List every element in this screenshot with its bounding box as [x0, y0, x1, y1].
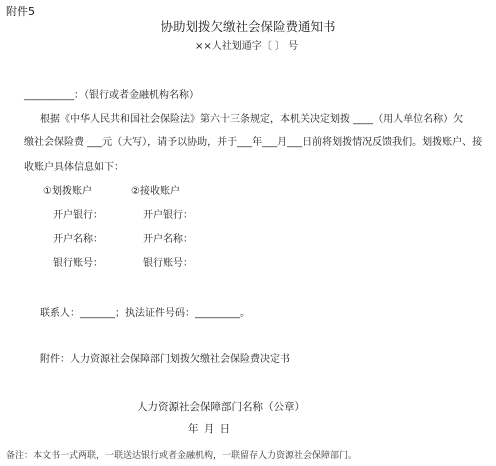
transfer-in-number-label: 银行账号：	[143, 258, 193, 269]
annex-line: 附件：人力资源社会保障部门划拨欠缴社会保险费决定书	[40, 354, 290, 365]
addressee-line: __________：（银行或者金融机构名称）	[24, 90, 199, 101]
transfer-out-name-label: 开户名称：	[53, 234, 103, 245]
footer-note: 备注：本文书一式两联，一联送达银行或者金融机构，一联留存人力资源社会保障部门。	[6, 451, 358, 461]
transfer-in-bank-label: 开户银行：	[143, 210, 193, 221]
issuing-org-seal: 人力资源社会保障部门名称（公章）	[137, 401, 305, 413]
transfer-out-bank-label: 开户银行：	[53, 210, 103, 221]
body-paragraph-line-2: 缴社会保险费 ___元（大写），请予以协助，并于___年___月___日前将划拨情况反馈我们。划拨账户、接	[24, 137, 483, 148]
document-number: ××人社划通字〔 〕 号	[195, 41, 299, 52]
document-title: 协助划拨欠缴社会保险费通知书	[160, 19, 336, 34]
body-paragraph-line-1: 根据《中华人民共和国社会保险法》第六十三条规定，本机关决定划拨 ____（用人单位名称）欠	[40, 114, 464, 125]
issue-date: 年 月 日	[188, 423, 232, 435]
transfer-out-number-label: 银行账号：	[53, 258, 103, 269]
contact-line: 联系人：_______；执法证件号码：_________。	[40, 308, 250, 319]
attachment-label: 附件5	[6, 5, 35, 18]
body-paragraph-line-3: 收账户具体信息如下：	[24, 162, 124, 173]
transfer-in-account-heading: ②接收账户	[131, 186, 180, 197]
transfer-in-name-label: 开户名称：	[143, 234, 193, 245]
transfer-out-account-heading: ①划拨账户	[43, 186, 92, 197]
